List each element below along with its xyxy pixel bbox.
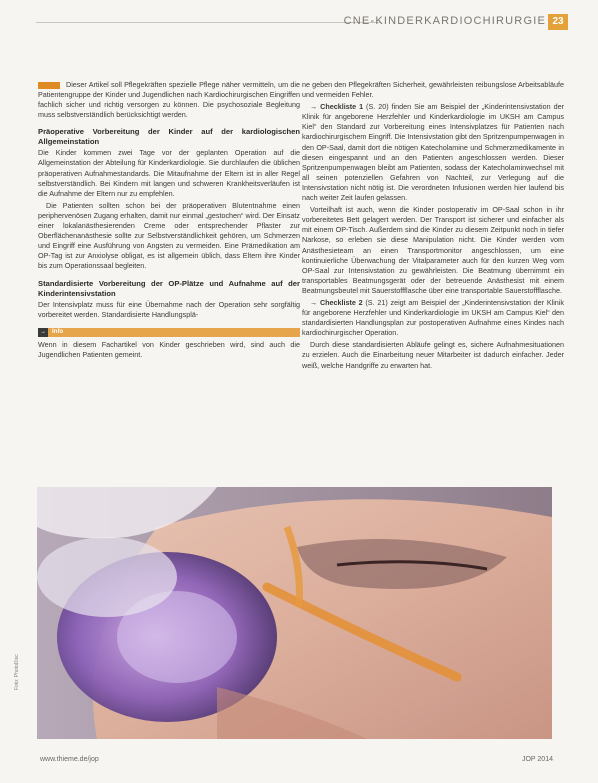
checklist-2-ref: → Checkliste 2 bbox=[310, 297, 363, 307]
photo-child-with-mask bbox=[37, 487, 552, 739]
paragraph: → Checkliste 1 (S. 20) finden Sie am Beispiel der „Kinderintensivstation der Klinik für angeborene Herzfehler und Kinderkardiologie im UKSH am Campus Kiel“ den Standard zur Vorbereitung eines Intensivplatzes für Patienten nach kardiochirurgischem Eingriff. Die Intensivstation gibt den Spritzenpumpenwagen in den OP-Saal, damit dort die nötigen Katecholamine und Schmerzmedikamente in diesen eingespannt und an den Patienten angeschlossen werden. Dieser Spritzenpumpenwagen bleibt am Patienten, sodass der Katecholaminwechsel mit all seinen potenziellen Gefahren von Nachteil, zur Verlegung auf die Intensivstation nicht nötig ist. Die verordneten Infusionen werden hier laufend bis nach weiter Zeit laufen gelassen. bbox=[302, 102, 564, 203]
intro-paragraph: Dieser Artikel soll Pflegekräften spezielle Pflege näher vermitteln, um die Patientengruppe der Kinder und Jugendlichen nach Kardiochirurgischen Eingriffen fachlich sicher und richtig versorgen zu können. Die psychosoziale Begleitung muss selbstverständlich berücksichtigt werden. bbox=[38, 80, 300, 120]
heading-standardized: Standardisierte Vorbereitung der OP-Plätze und Aufnahme auf der Kinderintensivstation bbox=[38, 278, 300, 298]
paragraph: → Checkliste 2 (S. 21) zeigt am Beispiel der „Kinderintensivstation der Klinik für angeborene Herzfehler und Kinderkardiologie im UKSH am Campus Kiel“ den standardisierten Handlungsplan zur postoperativen Aufnahme eines Kindes nach kardiochirurgischer Operation. bbox=[302, 297, 564, 338]
header-rule bbox=[36, 22, 381, 23]
paragraph: Der Intensivplatz muss für eine Übernahme nach der Operation sehr sorgfältig vorbereitet werden. Standardisierte Handlungsplä- bbox=[38, 299, 300, 319]
left-column bbox=[38, 80, 300, 360]
checklist-1-ref: → Checkliste 1 bbox=[310, 102, 364, 112]
paragraph: Durch diese standardisierten Abläufe gelingt es, sichere Aufnahmesituationen zu erzielen. Auch die Einarbeitung neuer Mitarbeiter ist dadurch einfacher. Jeder weiß, welche Handgriffe zu erwarten hat. bbox=[302, 340, 564, 370]
info-box bbox=[38, 328, 300, 360]
photo-credit: Foto: PhotoDisc bbox=[14, 654, 20, 690]
footer-issue: JOP 2014 bbox=[521, 756, 553, 763]
info-box-header bbox=[38, 328, 300, 337]
heading-preoperative: Präoperative Vorbereitung der Kinder auf der kardiologischen Allgemeinstation bbox=[38, 127, 300, 147]
photo-illustration bbox=[37, 487, 552, 739]
section-marker bbox=[38, 82, 60, 89]
footer-url[interactable]: www.thieme.de/jop bbox=[40, 756, 99, 763]
page-number-badge: 23 bbox=[548, 14, 568, 30]
info-box-text: Wenn in diesem Fachartikel von Kinder geschrieben wird, sind auch die Jugendlichen Patienten gemeint. bbox=[38, 339, 300, 359]
info-label: Info bbox=[52, 328, 63, 335]
arrow-icon: → bbox=[40, 328, 46, 335]
paragraph: Vorteilhaft ist auch, wenn die Kinder postoperativ im OP-Saal schon in ihr vorbereitetes Bett gelagert werden. Der Transport ist sicherer und einfacher als mit einem OP-Tisch. Außerdem sind die Kinder zu diesem Zeitpunkt noch in tiefer Narkose, so erleben sie diese Manipulation nicht. Die Kinder werden vom Anästhesieteam an einen Transportmonitor angeschlossen, um eine kontinuierliche Überwachung der Vitalparameter auch für den kurzen Weg vom OP-Saal zur Intensivstation zu gewährleisten. Die Beatmung übernimmt ein transportables Beatmungsgerät oder der betreuende Anästhesist mit einem Beatmungsbeutel mit Sauerstoffflasche über eine transportable Sauerstoffflasche. bbox=[302, 205, 564, 295]
paragraph: Die Kinder kommen zwei Tage vor der geplanten Operation auf die Allgemeinstation der Abteilung für Kinderkardiologie. Sie durchlaufen die üblichen präoperativen Aufnahmestandards. Die Mitaufnahme der Eltern ist in aller Regel selbstverständlich. Bei Kindern mit langen und schweren Krankheitsverläufen ist die Aufnahme der Eltern nur zu empfehlen. bbox=[38, 148, 300, 198]
page-header bbox=[0, 12, 598, 34]
paragraph: ne geben den Pflegekräften Sicherheit, gewährleisten reibungslose Arbeitsabläufe und vermeiden Fehler. bbox=[302, 80, 564, 100]
right-column bbox=[302, 80, 564, 373]
section-title: CNE-KINDERKARDIOCHIRURGIE bbox=[343, 15, 546, 27]
paragraph: Die Patienten sollten schon bei der präoperativen Blutentnahme einen periphervenösen Zugang erhalten, damit nur einmal „gestochen“ wird. Der Einsatz einer lokalanästhesierenden Creme oder entsprechender Pflaster zur Oberflächenanästhesie sollte zur Selbstverständlichkeit gehören, um Schmerzen und Eingriff eine Ausführung von Angsten zu vermeiden. Eine Prämedikation am OP-Tag ist zur Anxiolyse obligat, es ist allgemein üblich, dass Eltern ihre Kinder bis zum Operationssaal begleiten. bbox=[38, 200, 300, 271]
